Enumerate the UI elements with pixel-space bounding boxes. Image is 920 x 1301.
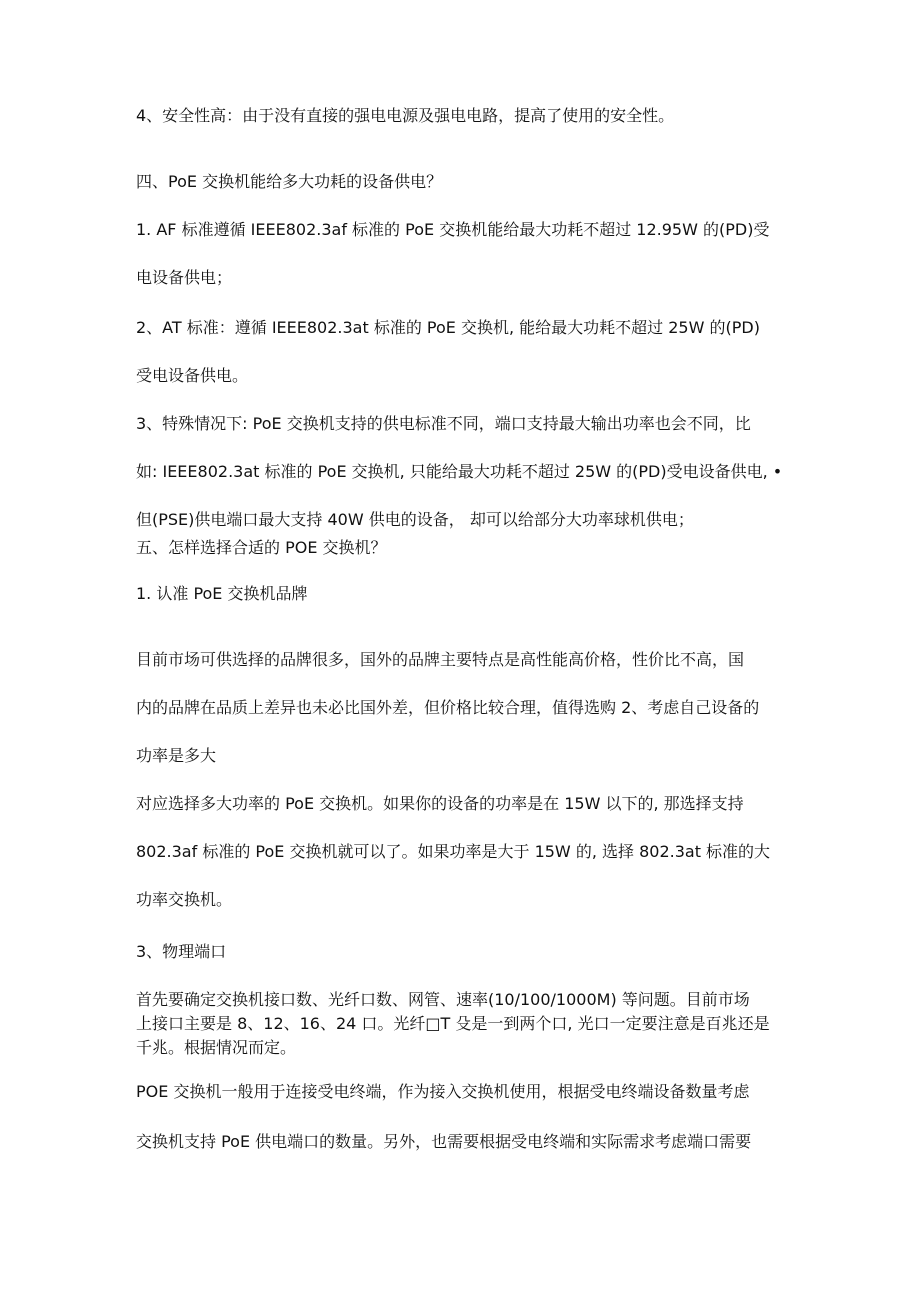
subheading-physical-ports: 3、物理端口 [136,942,227,961]
text-line-ports-end: 千兆。根据情况而定。 [136,1038,297,1057]
text-line-special-case-end: 但(PSE)供电端口最大支持 40W 供电的设备， 却可以给部分大功率球机供电； [136,510,694,529]
section-heading-choose-switch: 五、怎样选择合适的 POE 交换机？ [136,538,387,557]
text-line-at-standard-cont: 受电设备供电。 [136,366,249,385]
text-line-power-choice-cont: 802.3af 标准的 PoE 交换机就可以了。如果功率是大于 15W 的, 选择 802.3at 标准的大 [136,842,771,861]
subheading-brand: 1. 认准 PoE 交换机品牌 [136,584,308,603]
text-line-ports-cont: 上接口主要是 8、12、16、24 口。光纤□T 殳是一到两个口, 光口一定要注意是百兆还是 [136,1014,770,1033]
text-line-af-standard: 1. AF 标准遵循 IEEE802.3af 标准的 PoE 交换机能给最大功耗不超过 12.95W 的(PD)受 [136,220,770,239]
text-line-special-case-cont: 如: IEEE802.3at 标准的 PoE 交换机, 只能给最大功耗不超过 25W 的(PD)受电设备供电, • [136,462,783,481]
section-heading-power-capacity: 四、PoE 交换机能给多大功耗的设备供电？ [136,172,443,191]
text-line-poe-usage-cont: 交换机支持 PoE 供电端口的数量。另外，也需要根据受电终端和实际需求考虑端口需要 [136,1132,752,1151]
text-line-brand: 目前市场可供选择的品牌很多，国外的品牌主要特点是高性能高价格，性价比不高，国 [136,650,745,669]
text-line-at-standard: 2、AT 标准：遵循 IEEE802.3at 标准的 PoE 交换机, 能给最大功耗不超过 25W 的(PD) [136,318,760,337]
text-line-safety: 4、安全性高：由于没有直接的强电电源及强电电路，提高了使用的安全性。 [136,106,675,125]
text-line-poe-usage: POE 交换机一般用于连接受电终端，作为接入交换机使用，根据受电终端设备数量考虑 [136,1082,750,1101]
text-line-power-choice-end: 功率交换机。 [136,890,233,909]
text-line-af-standard-cont: 电设备供电； [136,268,233,287]
text-line-ports: 首先要确定交换机接口数、光纤口数、网管、速率(10/100/1000M) 等问题。目前市场 [136,990,750,1009]
text-line-special-case: 3、特殊情况下: PoE 交换机支持的供电标准不同，端口支持最大输出功率也会不同，比 [136,414,751,433]
text-line-power-choice: 对应选择多大功率的 PoE 交换机。如果你的设备的功率是在 15W 以下的, 那选择支持 [136,794,744,813]
text-line-brand-end: 功率是多大 [136,746,217,765]
text-line-brand-cont: 内的品牌在品质上差异也未必比国外差，但价格比较合理，值得选购 2、考虑自己设备的 [136,698,760,717]
